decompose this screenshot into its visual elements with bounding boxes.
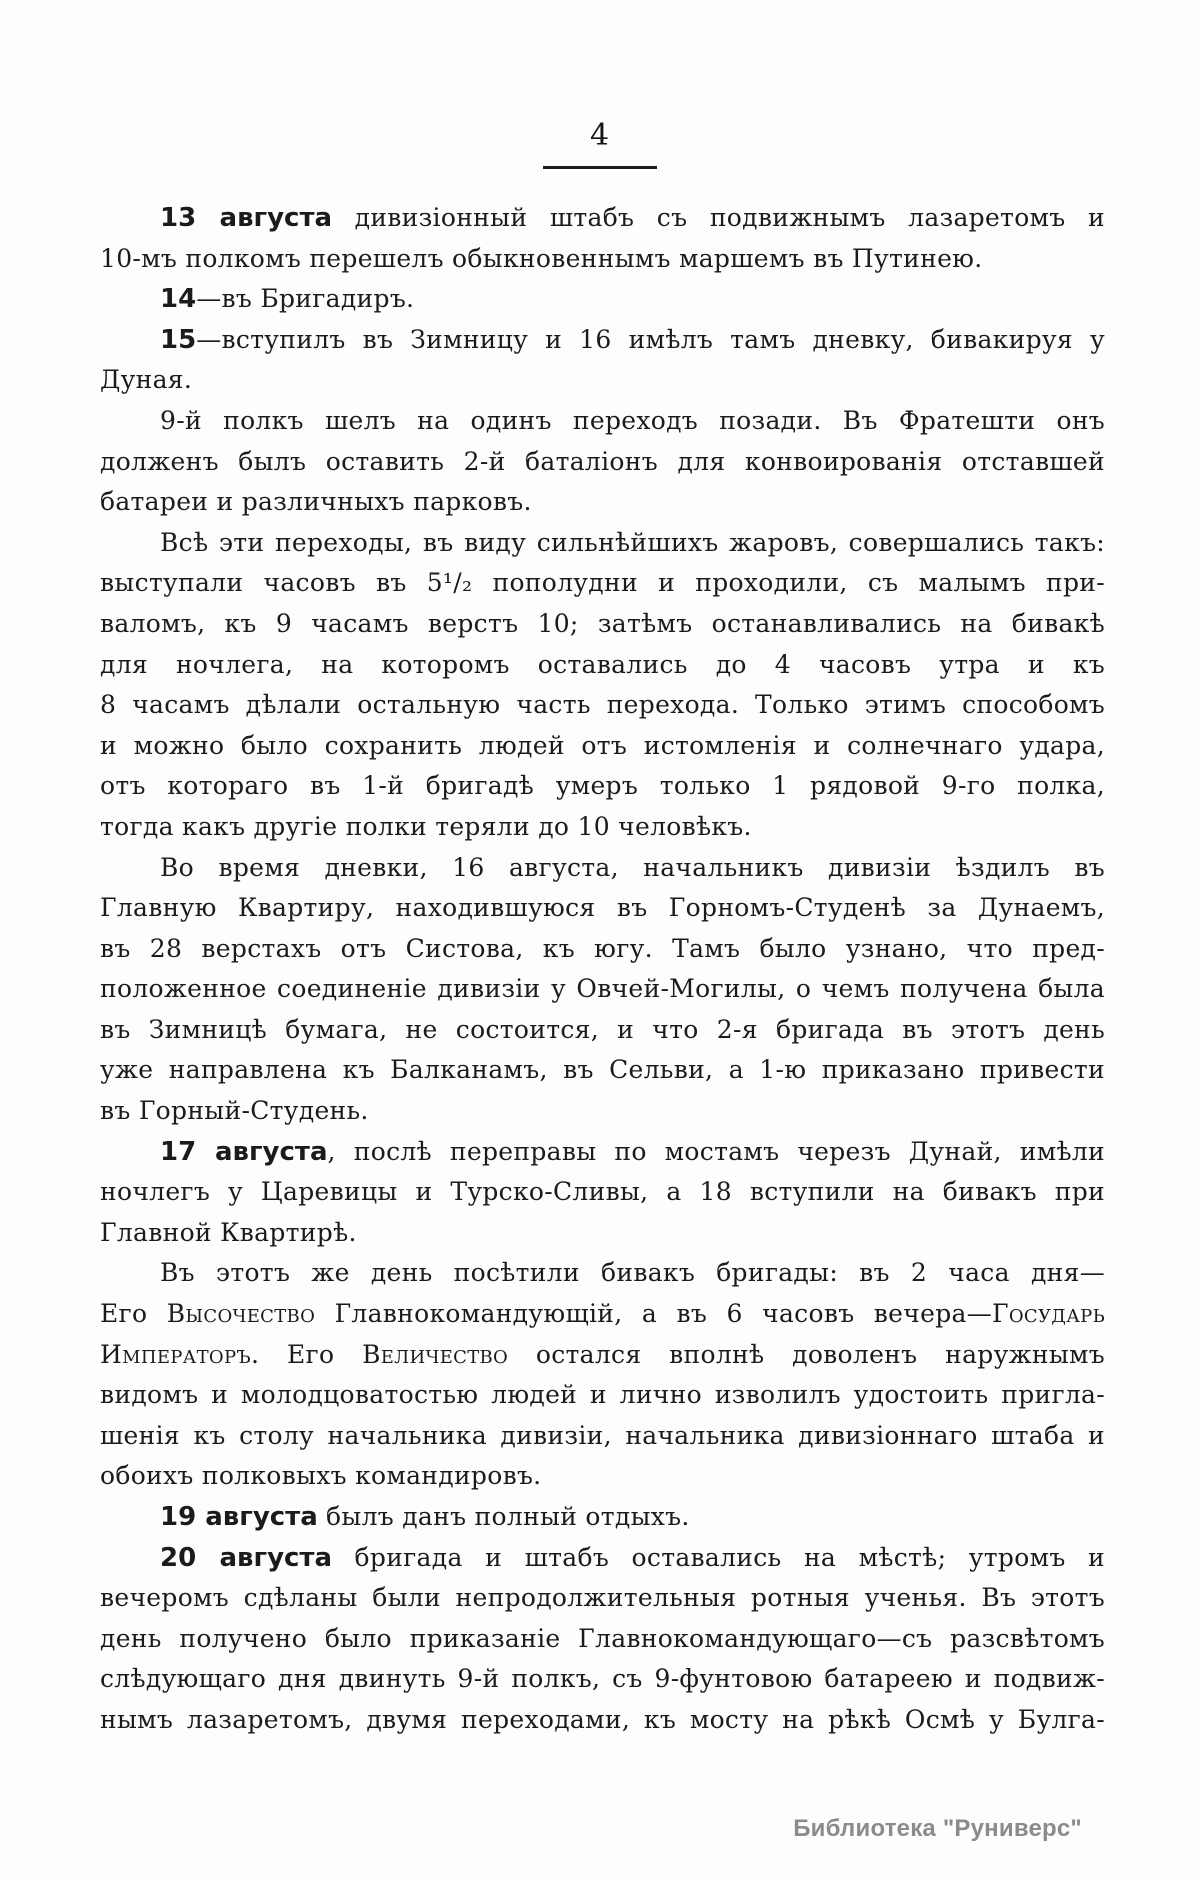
text-line: [100, 1091, 1105, 1132]
text-line: [100, 1375, 1105, 1416]
text-segment: видомъ и молодцоватостью людей и лично изволилъ удостоить пригла-: [100, 1380, 1105, 1410]
text-line: [100, 239, 1105, 280]
text-line: [100, 726, 1105, 767]
text-line: [100, 1010, 1105, 1051]
text-segment: и можно было сохранить людей отъ истомленія и солнечнаго удара,: [100, 730, 1105, 760]
text-line: [100, 1335, 1105, 1376]
text-line: [100, 604, 1105, 645]
text-segment: уже направлена къ Балканамъ, въ Сельви, а 1-ю приказано привести: [100, 1055, 1105, 1085]
page-number-rule: [543, 166, 657, 169]
text-segment: —въ Бригадиръ.: [196, 284, 415, 314]
text-segment: 9-й полкъ шелъ на одинъ переходъ позади. Въ Фратешти онъ: [160, 405, 1105, 435]
text-segment: 13 августа: [160, 203, 333, 233]
text-segment: Дуная.: [100, 365, 193, 395]
text-line: [100, 929, 1105, 970]
text-line: [100, 1294, 1105, 1335]
text-segment: въ 28 верстахъ отъ Систова, къ югу. Тамъ было узнано, что пред-: [100, 933, 1105, 963]
text-line: [100, 807, 1105, 848]
text-line: [100, 360, 1105, 401]
text-segment: 10-мъ полкомъ перешелъ обыкновеннымъ маршемъ въ Путинею.: [100, 243, 983, 273]
text-line: [100, 1253, 1105, 1294]
text-segment: шенія къ столу начальника дивизіи, начальника дивизіоннаго штаба и: [100, 1420, 1105, 1450]
text-segment: вечеромъ сдѣланы были непродолжительныя ротныя ученья. Въ этотъ: [100, 1583, 1105, 1613]
text-line: [100, 848, 1105, 889]
text-segment: 8 часамъ дѣлали остальную часть перехода. Только этимъ способомъ: [100, 690, 1105, 720]
text-line: [100, 1619, 1105, 1660]
text-segment: 20 августа: [160, 1542, 333, 1573]
text-segment: тогда какъ другіе полки теряли до 10 человѣкъ.: [100, 811, 752, 841]
text-segment: дивизіонный штабъ съ подвижнымъ лазаретомъ и: [332, 203, 1105, 232]
text-segment: батареи и различныхъ парковъ.: [100, 487, 532, 517]
text-segment: въ Горный-Студень.: [100, 1096, 369, 1126]
text-segment: въ Зимницѣ бумага, не состоится, и что 2-я бригада въ этотъ день: [100, 1014, 1105, 1044]
text-segment: выступали часовъ въ 5¹/₂ пополудни и проходили, съ малымъ при-: [100, 568, 1105, 598]
text-line: [100, 279, 1105, 320]
text-segment: 14: [160, 284, 197, 315]
text-line: [100, 401, 1105, 442]
text-line: [100, 482, 1105, 523]
text-segment: день получено было приказаніе Главнокомандующаго—съ разсвѣтомъ: [100, 1623, 1105, 1653]
text-segment: —вступилъ въ Зимницу и 16 имѣлъ тамъ дневку, бивакируя у: [196, 324, 1105, 354]
text-segment: Императоръ: [100, 1339, 251, 1369]
text-segment: Государь: [992, 1299, 1106, 1329]
text-segment: Всѣ эти переходы, въ виду сильнѣйшихъ жаровъ, совершались такъ:: [160, 527, 1105, 557]
text-line: [100, 1538, 1105, 1579]
text-segment: Главной Квартирѣ.: [100, 1217, 357, 1247]
text-line: [100, 1416, 1105, 1457]
text-segment: 19 августа: [160, 1502, 318, 1532]
text-segment: былъ данъ полный отдыхъ.: [317, 1502, 690, 1531]
text-segment: 15: [160, 324, 197, 355]
text-line: [100, 645, 1105, 686]
text-segment: ночлегъ у Царевицы и Турско-Сливы, а 18 вступили на бивакъ при: [100, 1177, 1105, 1207]
text-line: [100, 888, 1105, 929]
document-body: [100, 198, 1105, 1741]
text-segment: положенное соединеніе дивизіи у Овчей-Могилы, о чемъ получена была: [100, 974, 1105, 1004]
text-segment: остался вполнѣ доволенъ наружнымъ: [508, 1339, 1105, 1369]
library-watermark: Библиотека "Руниверс": [793, 1815, 1082, 1842]
text-segment: Его: [100, 1299, 167, 1329]
text-segment: Величество: [362, 1339, 509, 1369]
text-line: [100, 320, 1105, 361]
text-segment: , послѣ переправы по мостамъ черезъ Дунай, имѣли: [327, 1136, 1105, 1166]
text-segment: бригада и штабъ оставались на мѣстѣ; утромъ и: [332, 1542, 1105, 1572]
text-segment: долженъ былъ оставить 2-й баталіонъ для конвоированія отставшей: [100, 446, 1105, 476]
text-line: [100, 1700, 1105, 1741]
text-line: [100, 1172, 1105, 1213]
text-line: [100, 685, 1105, 726]
text-line: [100, 766, 1105, 807]
text-segment: валомъ, къ 9 часамъ верстъ 10; затѣмъ останавливались на бивакѣ: [100, 608, 1105, 638]
text-line: [100, 198, 1105, 239]
text-segment: отъ котораго въ 1-й бригадѣ умеръ только 1 рядовой 9-го полка,: [100, 771, 1105, 801]
text-segment: для ночлега, на которомъ оставались до 4 часовъ утра и къ: [100, 649, 1105, 679]
text-segment: Главнокомандующій, а въ 6 часовъ вечера—: [315, 1299, 993, 1329]
text-segment: нымъ лазаретомъ, двумя переходами, къ мосту на рѣкѣ Осмѣ у Булга-: [100, 1704, 1105, 1734]
text-line: [100, 1050, 1105, 1091]
text-segment: обоихъ полковыхъ командировъ.: [100, 1461, 542, 1491]
text-line: [100, 969, 1105, 1010]
text-line: [100, 1213, 1105, 1254]
text-line: [100, 442, 1105, 483]
text-line: [100, 523, 1105, 564]
text-line: [100, 1497, 1105, 1538]
text-segment: слѣдующаго дня двинуть 9-й полкъ, съ 9-фунтовою батареею и подвиж-: [100, 1664, 1105, 1694]
text-segment: . Его: [251, 1339, 363, 1369]
text-segment: Высочество: [166, 1299, 316, 1329]
page-number: 4: [589, 118, 611, 153]
text-line: [100, 1456, 1105, 1497]
text-line: [100, 563, 1105, 604]
text-segment: Главную Квартиру, находившуюся въ Горномъ-Студенѣ за Дунаемъ,: [100, 893, 1105, 923]
text-line: [100, 1578, 1105, 1619]
text-segment: Въ этотъ же день посѣтили бивакъ бригады: въ 2 часа дня—: [160, 1258, 1105, 1288]
text-segment: Во время дневки, 16 августа, начальникъ дивизіи ѣздилъ въ: [160, 852, 1105, 882]
text-segment: 17 августа: [160, 1136, 328, 1167]
text-line: [100, 1659, 1105, 1700]
text-line: [100, 1132, 1105, 1173]
